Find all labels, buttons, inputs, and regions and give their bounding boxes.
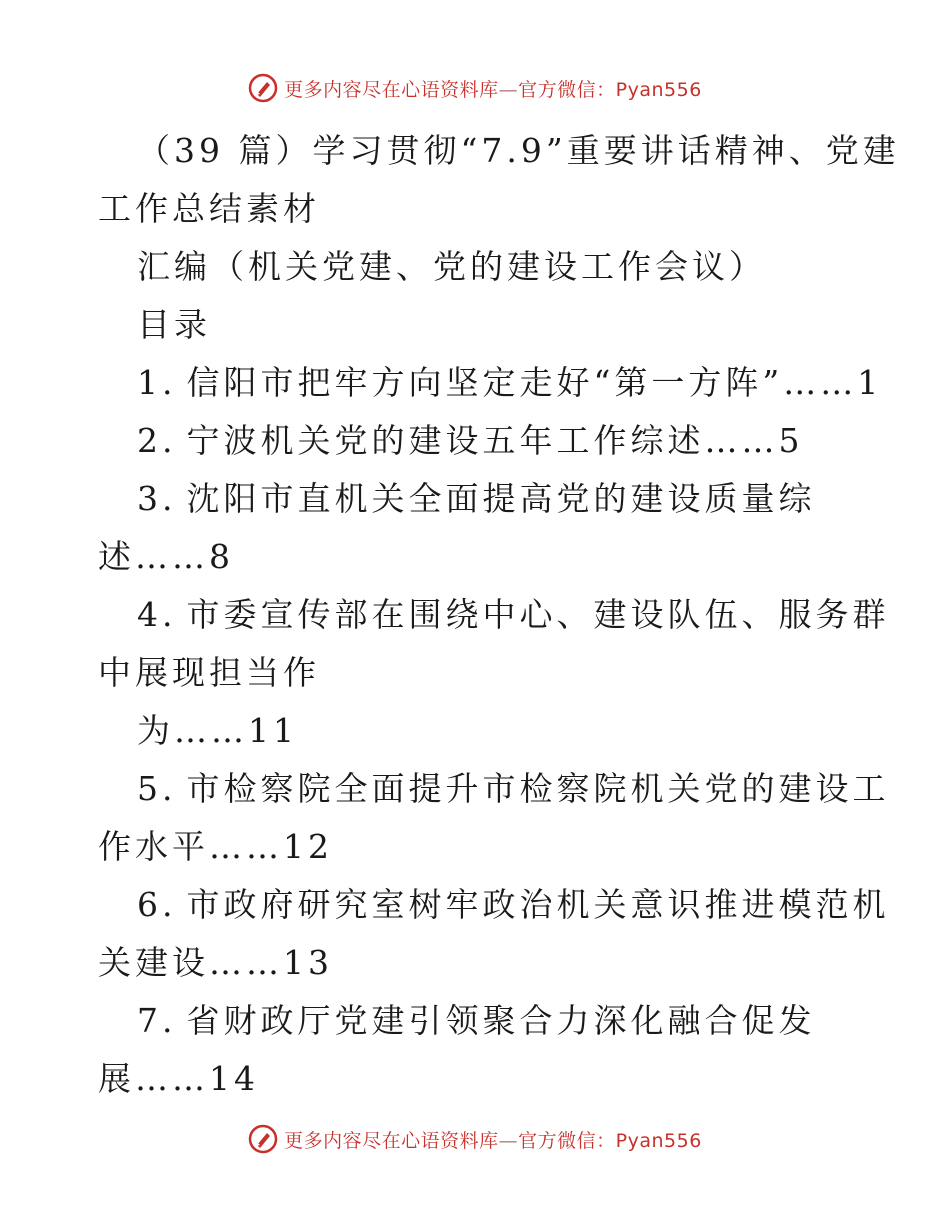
toc-entry-text: 沈阳市直机关全面提高党的建设质量综 [186, 479, 816, 518]
toc-entry-3-continuation: 述……8 [98, 537, 234, 576]
toc-entry-text: 省财政厅党建引领聚合力深化融合促发 [186, 1001, 816, 1040]
toc-entry-7 [98, 992, 868, 1050]
toc-entry-text: 市委宣传部在围绕中心、建设队伍、服务群 [186, 595, 890, 634]
watermark-wechat: 官方微信：Pyan556 [518, 78, 702, 101]
watermark-header [0, 73, 950, 103]
toc-entry-number: 5. [137, 769, 177, 808]
watermark-text: 更多内容尽在心语资料库 [284, 1129, 499, 1152]
toc-entry-number: 1. [137, 363, 177, 402]
toc-entry-4-continuation-2: 为……11 [137, 711, 298, 750]
toc-entry-number: 4. [137, 595, 177, 634]
toc-entry-7-continuation: 展……14 [98, 1059, 259, 1098]
toc-entry-text: 宁波机关党的建设五年工作综述……5 [186, 421, 804, 460]
toc-entry-3 [98, 470, 868, 528]
watermark-separator: — [498, 78, 519, 101]
toc-entry-text: 市检察院全面提升市检察院机关党的建设工 [186, 769, 890, 808]
toc-entry-1 [98, 354, 883, 412]
toc-entry-6-continuation: 关建设……13 [98, 943, 333, 982]
toc-entry-text: 市政府研究室树牢政治机关意识推进模范机 [186, 885, 890, 924]
document-body [98, 122, 900, 1108]
toc-entry-number: 7. [137, 1001, 177, 1040]
toc-entry-text: 信阳市把牢方向坚定走好“第一方阵”……1 [186, 363, 883, 402]
watermark-separator: — [498, 1129, 519, 1152]
toc-entry-6 [98, 876, 890, 934]
watermark-text: 更多内容尽在心语资料库 [284, 78, 499, 101]
toc-heading: 目录 [137, 305, 211, 344]
pen-logo-icon [248, 73, 278, 103]
watermark-wechat: 官方微信：Pyan556 [518, 1129, 702, 1152]
toc-entry-4-continuation: 中展现担当作 [98, 653, 320, 692]
toc-entry-5 [98, 760, 890, 818]
toc-entry-4 [98, 586, 890, 644]
toc-entry-2 [98, 412, 868, 470]
pen-logo-icon [248, 1124, 278, 1154]
toc-entry-number: 6. [137, 885, 177, 924]
toc-entry-number: 3. [137, 479, 177, 518]
title-line-2: 工作总结素材 [98, 189, 320, 228]
watermark-footer [0, 1124, 950, 1154]
toc-entry-5-continuation: 作水平……12 [98, 827, 333, 866]
title-line-3: 汇编（机关党建、党的建设工作会议） [137, 247, 766, 286]
toc-entry-number: 2. [137, 421, 177, 460]
title-line-1: （39 篇）学习贯彻“7.9”重要讲话精神、党建 [137, 131, 900, 170]
